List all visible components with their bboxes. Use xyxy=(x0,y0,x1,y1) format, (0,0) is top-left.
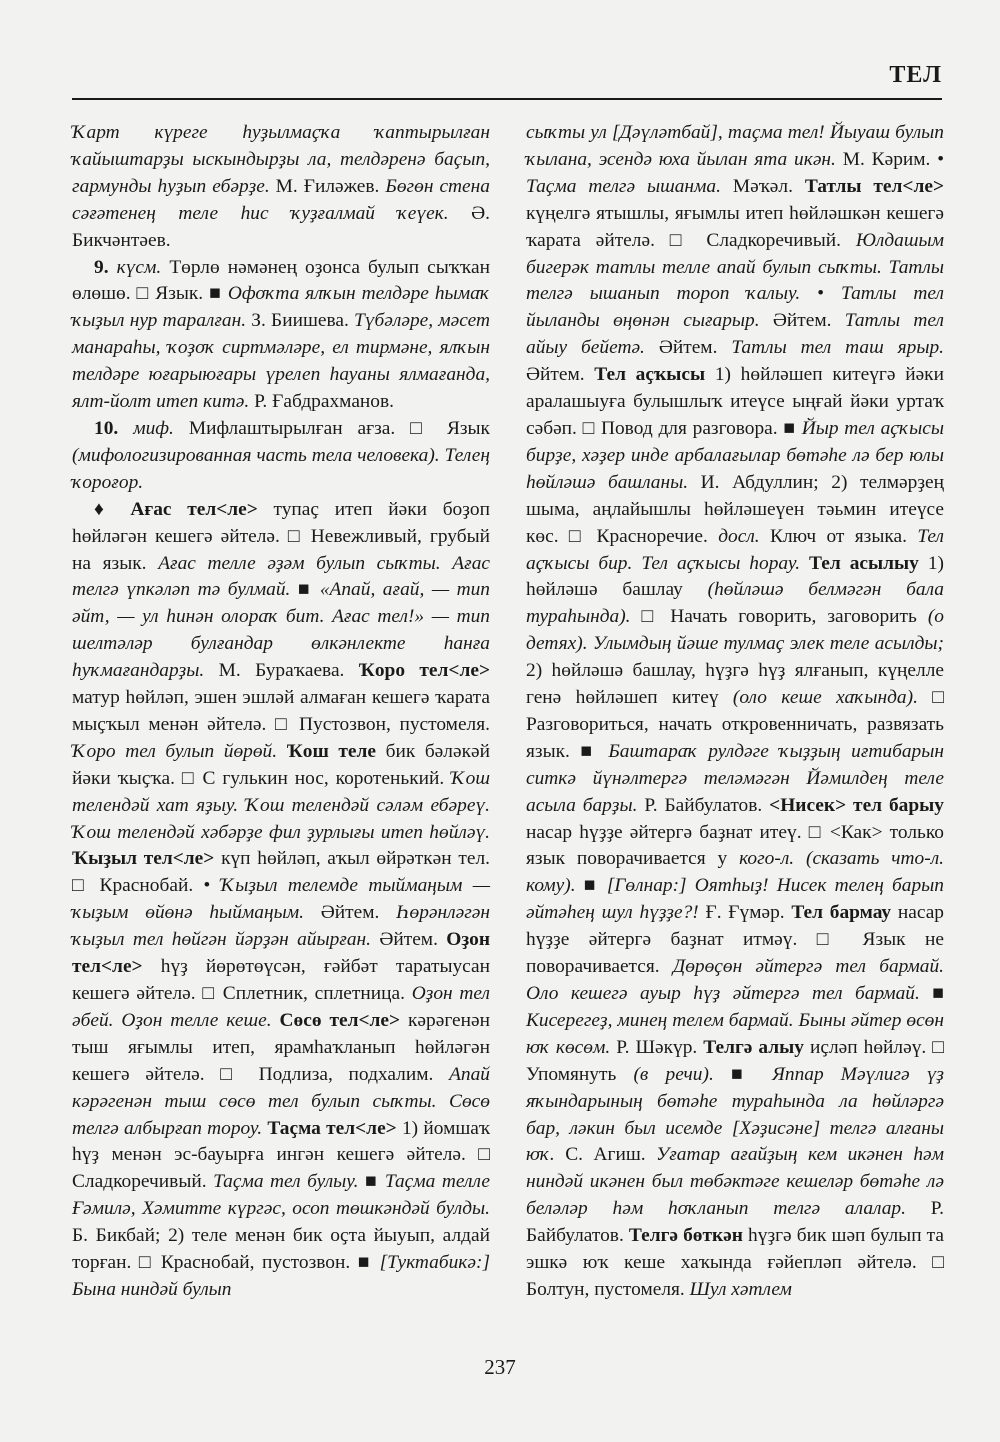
example-text: [Туктабикә:] Бына ниндәй булып xyxy=(72,1252,490,1300)
definition-text: ♦ xyxy=(94,498,131,520)
definition-text: Ғ. Ғүмәр. xyxy=(698,902,792,924)
headword: Телгә алыу xyxy=(703,1036,804,1058)
left-column xyxy=(72,120,490,1304)
example-text: (мифологизированная часть тела человека). Телең ҡороғор. xyxy=(72,444,490,493)
example-text: Баштараҡ рулдәге ҡыҙҙың иғтибарын ситкә йүнәлтергә теләмәгән Йәмилдең теле асыла барҙы. xyxy=(526,740,944,816)
definition-text: Р. Байбулатов. xyxy=(637,794,770,816)
headword: Сөсө тел<ле> xyxy=(279,1009,401,1031)
definition-text xyxy=(800,553,809,574)
definition-text: □ Начать говорить, заговорить xyxy=(630,606,928,628)
headword: Тел асылыу xyxy=(809,552,919,574)
example-text: Йыр тел аҫҡысы бирҙе, хәҙер инде арбалағылар бөтәһе лә бер юлы һөйләшә башланы. xyxy=(526,417,944,493)
example-text: Юлдашым бигерәк татлы телле апай булып сыҡты. Татлы телгә ышанып тороп ҡалыу. xyxy=(526,229,944,305)
right-column xyxy=(526,120,944,1304)
definition-text: Әйтем. xyxy=(526,364,595,386)
example-text: Ҡарт күреге һуҙылмаҫҡа ҡаптырылған ҡайыштарҙы ыскындырҙы ла, телдәренә баҫып, гармунды һуҙып ебәрҙе. xyxy=(72,122,490,197)
example-text: миф. xyxy=(133,417,174,439)
definition-text: Мәҡәл. xyxy=(720,175,805,197)
headword: 10. xyxy=(94,417,119,439)
definition-text: 2) һөйләшә башлау, һүҙгә һүҙ ялғанып, күңелле генә һөйләшеп китеү xyxy=(526,660,944,709)
example-text: Уғатар ағайҙың кем икәнен һәм ниндәй икәнен был төбәктәге кешеләр бөтәһе лә беләләр һәм һоҡланып телгә алалар. xyxy=(526,1144,945,1220)
definition-text: Р. Ғабдрахманов. xyxy=(249,391,395,413)
example-text: (һөйләшә белмәгән бала тураһында). xyxy=(526,579,945,628)
page-number: 237 xyxy=(484,1355,516,1379)
definition-text: Ә. Бикчәнтәев. xyxy=(72,202,490,251)
dictionary-paragraph xyxy=(72,120,490,255)
example-text: Түбәләре, мәсет манараһы, ҡоҙоҡ сиртмәләре, ел тирмәне, ялҡын телдәре юғарыюғары үрелеп һауаны ялмағанда, ялт-йолт итеп китә. xyxy=(72,310,490,413)
headword: Таҫма тел<ле> xyxy=(267,1117,397,1139)
definition-text: Ключ от языка. xyxy=(759,525,918,547)
definition-text: М. Ғиләжев. xyxy=(269,175,386,197)
headword: Телгә бөткән xyxy=(628,1225,743,1247)
definition-text: 1) йомшаҡ һүҙ менән эс-бауырға ингән кешегә әйтелә. □ Сладкоречивый. xyxy=(72,1117,491,1193)
definition-text: 1) һөйләшеп китеүгә йәки аралашыуға булышлыҡ итеүсе ыңғай йәки уртаҡ сәбәп. □ Повод для разговора. ■ xyxy=(526,364,944,439)
example-text: Офоҡта ялҡын телдәре һымаҡ ҡыҙыл нур таралған. xyxy=(72,283,490,332)
example-text: Ҡош телендәй хат яҙыу. Ҡош телендәй сәләм ебәреү. Ҡош телендәй хәбәрҙе фил ҙурлығы итеп һөйләү. xyxy=(72,767,490,843)
example-text: Апай кәрәгенән тыш сөсө тел булып сыҡты. Сөсө телгә албырғап тороу. xyxy=(72,1063,490,1139)
example-text: Ағас телле әҙәм булып сыҡты. Ағас телгә үпкәләп тә булмай. xyxy=(72,552,490,601)
definition-text: Әйтем. xyxy=(303,902,397,924)
definition-text: М. Бураҡаева. xyxy=(204,660,359,682)
dictionary-paragraph xyxy=(526,120,944,1304)
definition-text: И. Абдуллин; 2) телмәрҙең шыма, аңлайышлы һөйләшеүен тәьмин итеүсе көс. □ Красноречие. xyxy=(526,471,944,547)
dictionary-paragraph xyxy=(72,497,490,1304)
example-text: Таҫма телгә ышанма. xyxy=(526,175,721,197)
headword: Тел бармау xyxy=(791,902,892,924)
example-text: Һөрәнләгән ҡыҙыл тел һөйгән йәрҙән айырған. xyxy=(72,902,490,951)
definition-text: ■ xyxy=(358,1171,385,1193)
example-text: (в речи). xyxy=(633,1063,714,1085)
example-text: Таҫма тел булыу. xyxy=(213,1171,359,1193)
header-rule xyxy=(72,98,942,100)
definition-text: Р. Шәкүр. xyxy=(610,1036,704,1058)
headword: Ағас тел<ле> xyxy=(130,498,258,520)
definition-text: бик бәләкәй йәки ҡыҫҡа. □ С гулькин нос, коротенький. xyxy=(72,740,490,789)
definition-text: Әйтем. xyxy=(371,929,447,951)
definition-text: насар һүҙҙе әйтергә баҙнат итмәү. □ Язык не поворачивается. xyxy=(526,902,945,978)
definition-text: ■ xyxy=(713,1063,773,1085)
dictionary-paragraph xyxy=(72,255,490,416)
example-text: күсм. xyxy=(116,256,162,278)
headword: 9. xyxy=(94,256,109,278)
example-text: Ҡыҙыл телемде тыймаңым — ҡыҙым өйөнә һыймаңым. xyxy=(72,875,490,924)
definition-text xyxy=(109,257,117,278)
headword: Ҡыҙыл тел<ле> xyxy=(72,848,215,870)
example-text: Яппар Мәүлигә үҙ яҡындарының бөтәһе тураһында ла һөйләргә бар, ләкин был исемде [Хәҙисәне] телгә алғаны юҡ. xyxy=(526,1063,944,1166)
definition-text: матур һөйләп, эшен эшләй алмаған кешегә ҡарата мыҫҡыл менән әйтелә. □ Пустозвон, пустомеля. xyxy=(72,687,490,735)
example-text: Оҙон тел әбей. Оҙон телле кеше. xyxy=(72,983,490,1031)
headword: Оҙон тел<ле> xyxy=(72,929,490,978)
example-text: (о детях). Улымдың йәше тулмаҫ элек теле асылды; xyxy=(526,606,944,655)
example-text: (оло кеше хаҡында). xyxy=(732,687,918,709)
example-text: [Гөлнар:] Оятһыҙ! Нисек телең барып әйтәһең шул һүҙҙе?! xyxy=(526,875,944,924)
definition-text xyxy=(272,1010,280,1031)
definition-text: насар һүҙҙе әйтергә баҙнат итеү. □ <Как> только язык поворачивается у xyxy=(526,821,944,870)
example-text: сыҡты ул [Дәүләтбай], таҫма тел! Йыуаш булып ҡылана, эсендә юха йылан ята икән. xyxy=(526,122,944,170)
example-text: Кисерегеҙ, минең телем бармай. Быны әйтер өсөн юҡ көсөм. xyxy=(526,1009,944,1058)
definition-text: Б. Бикбай; 2) теле менән бик оҫта йыуып, алдай торған. □ Краснобай, пустозвон. ■ xyxy=(72,1225,490,1274)
definition-text: Мифлаштырылған ағза. □ Язык xyxy=(173,417,490,439)
definition-text: Әйтем. xyxy=(759,310,845,332)
example-text: «Апай, ағай, — тип әйт, — ул һинән олораҡ бит. Ағас тел!» — тип шелтәләр булғандар өлкәнлекте һанға һуҡмағандарҙы. xyxy=(72,579,490,682)
definition-text: иҫләп һөйләү. □ Упомянуть xyxy=(526,1036,944,1085)
definition-text: Әйтем. xyxy=(644,337,732,359)
definition-text: З. Биишева. xyxy=(246,310,355,332)
definition-text: С. Агиш. xyxy=(554,1144,657,1166)
example-text: кого-л. (сказать что-л. кому). xyxy=(526,848,944,897)
definition-text: күңелгә ятышлы, яғымлы итеп һөйләшкән кешегә ҡарата әйтелә. □ Сладкоречивый. xyxy=(526,202,944,251)
definition-text: ■ xyxy=(290,579,320,601)
definition-text: □ Разговориться, начать откровенничать, развязать язык. ■ xyxy=(526,687,945,762)
definition-text: Р. Байбулатов. xyxy=(526,1198,944,1247)
headword: <Нисек> тел барыу xyxy=(769,794,944,816)
example-text: Бөгөн стена сәғәтенең теле һис ҡуҙғалмай ҡеүек. xyxy=(72,175,490,224)
definition-text: • xyxy=(800,283,842,305)
definition-text: Төрлө нәмәнең оҙонса булып сыҡҡан өлөшө. □ Язык. ■ xyxy=(72,256,490,305)
headword: Тел аҫҡысы xyxy=(594,364,706,386)
definition-text xyxy=(118,418,133,439)
definition-text: 1) һөйләшә башлау xyxy=(526,552,944,601)
running-head-title: ТЕЛ xyxy=(889,62,942,88)
example-text: Ҡоро тел булып йөрөй. xyxy=(72,740,278,762)
example-text: Дөрөҫөн әйтергә тел бармай. Оло кешегә ауыр һүҙ әйтергә тел бармай. xyxy=(526,956,944,1004)
definition-text: ■ xyxy=(919,983,944,1004)
headword: Татлы тел<ле> xyxy=(804,175,945,197)
definition-text: М. Кәрим. • xyxy=(835,148,944,170)
dictionary-paragraph xyxy=(72,416,490,497)
headword: Ҡоро тел<ле> xyxy=(358,660,490,682)
example-text: Тел аҫҡысы бир. Тел аҫҡысы һорау. xyxy=(526,525,944,574)
definition-text: ■ xyxy=(575,875,607,897)
example-text: Таҫма телле Ғәмилә, Хәмитте күргәс, осоп төшкәндәй булды. xyxy=(72,1171,490,1220)
definition-text: күп һөйләп, аҡыл өйрәткән тел. □ Краснобай. • xyxy=(72,848,490,897)
definition-text: тупаҫ итеп йәки боҙоп һөйләгән кешегә әйтелә. □ Невежливый, грубый на язык. xyxy=(72,498,490,574)
definition-text: һүҙ йөрөтөүсән, ғәйбәт таратыусан кешегә әйтелә. □ Сплетник, сплетница. xyxy=(72,956,490,1004)
example-text: Татлы тел таш ярыр. xyxy=(731,337,945,359)
definition-text: кәрәгенән тыш яғымлы итеп, ярамһаҡланып һөйләгән кешегә әйтелә. □ Подлиза, подхалим. xyxy=(72,1009,490,1085)
definition-text: һүҙгә бик шәп булып та эшкә юҡ кеше хаҡында ғәйепләп әйтелә. □ Болтун, пустомеля. xyxy=(526,1225,944,1300)
example-text: Татлы тел айыу бейетә. xyxy=(526,310,944,359)
example-text: досл. xyxy=(718,525,760,547)
example-text: Шул хәтлем xyxy=(689,1278,792,1300)
headword: Ҡош теле xyxy=(286,740,377,762)
definition-text xyxy=(277,741,287,762)
example-text: Татлы тел йыланды өңөнән сығарыр. xyxy=(526,283,944,332)
